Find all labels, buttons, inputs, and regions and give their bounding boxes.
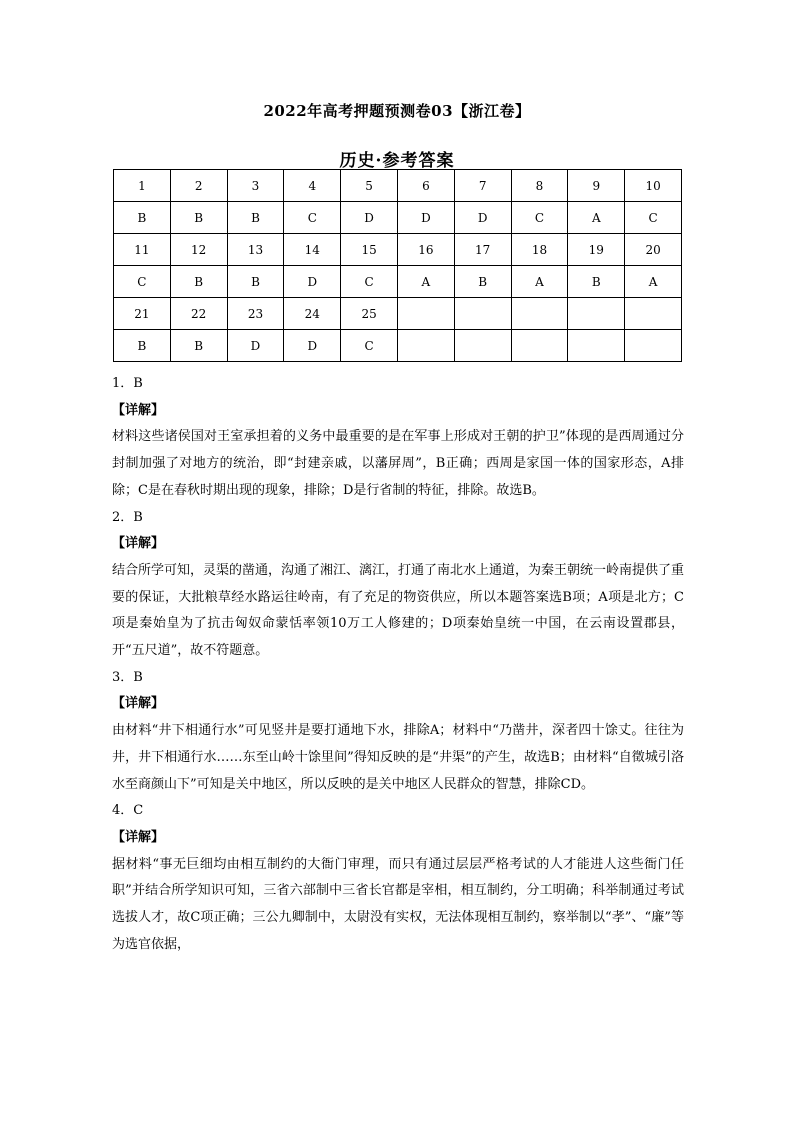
answer-table-cell: [397, 298, 454, 330]
answer-table-cell: 25: [341, 298, 398, 330]
answer-table-cell: [511, 330, 568, 362]
answer-table-cell: C: [625, 202, 682, 234]
detail-label: 【详解】: [112, 536, 165, 552]
answer-table-cell: B: [227, 266, 284, 298]
answer-table-cell: 7: [454, 170, 511, 202]
explanation-text: 材料这些诸侯国对王室承担着的义务中最重要的是在军事上形成对王朝的护卫”体现的是西周通过分封制加强了对地方的统治，即“封建亲戚，以藩屏周”，B正确；西周是家国一体的国家形态，A排除；C是在春秋时期出现的现象，排除；D是行省制的特征，排除。故选B。: [112, 429, 684, 498]
answer-table-cell: 11: [114, 234, 171, 266]
question-number: 1．B: [112, 376, 143, 391]
answer-table-row: [114, 330, 682, 362]
answer-table-cell: 13: [227, 234, 284, 266]
answer-table-cell: D: [284, 266, 341, 298]
answer-table-cell: 15: [341, 234, 398, 266]
answer-table-cell: B: [114, 202, 171, 234]
answer-table-cell: [625, 298, 682, 330]
explanation-text: 由材料“井下相通行水”可见竖井是要打通地下水，排除A；材料中“乃凿井，深者四十馀丈。往往为井，井下相通行水……东至山岭十馀里间”得知反映的是“井渠”的产生，故选B；由材料“自徵城引洛水至商颜山下”可知是关中地区，所以反映的是关中地区人民群众的智慧，排除CD。: [112, 723, 684, 792]
answer-table-cell: B: [227, 202, 284, 234]
answer-table-cell: [454, 298, 511, 330]
answer-table-cell: A: [397, 266, 454, 298]
answer-table-cell: 21: [114, 298, 171, 330]
document-subtitle: 历史·参考答案: [339, 151, 455, 171]
answer-table-cell: 6: [397, 170, 454, 202]
answer-table-cell: C: [284, 202, 341, 234]
answer-table-cell: A: [568, 202, 625, 234]
answer-table-cell: D: [341, 202, 398, 234]
document-title: 2022年高考押题预测卷03【浙江卷】: [263, 102, 531, 120]
answer-table-cell: 5: [341, 170, 398, 202]
answer-table-row: [114, 298, 682, 330]
answer-table-cell: [568, 298, 625, 330]
answer-table-cell: D: [454, 202, 511, 234]
question-number: 3．B: [112, 669, 143, 685]
answer-table-cell: C: [341, 330, 398, 362]
explanation-text: 据材料“事无巨细均由相互制约的大衙门审理，而只有通过层层严格考试的人才能进人这些衙门任职”并结合所学知识可知，三省六部制中三省长官都是宰相，相互制约，分工明确；科举制通过考试选拔人才，故C项正确；三公九卿制中，太尉没有实权，无法体现相互制约，察举制以“孝”、“廉”等为选官依据，: [112, 856, 684, 952]
answer-table-cell: 3: [227, 170, 284, 202]
answer-table-cell: 4: [284, 170, 341, 202]
answer-table-cell: A: [511, 266, 568, 298]
answer-table-cell: D: [397, 202, 454, 234]
answer-table-cell: 9: [568, 170, 625, 202]
answer-table-cell: 8: [511, 170, 568, 202]
answer-table-cell: C: [341, 266, 398, 298]
answer-table-row: [114, 234, 682, 266]
answer-table-row: [114, 202, 682, 234]
answer-table-cell: C: [511, 202, 568, 234]
answer-table-row: [114, 170, 682, 202]
explanations: [112, 371, 684, 958]
answer-table-cell: 10: [625, 170, 682, 202]
answer-table-cell: 1: [114, 170, 171, 202]
answer-table-cell: 18: [511, 234, 568, 266]
answer-table-cell: B: [454, 266, 511, 298]
answer-table-cell: 14: [284, 234, 341, 266]
answer-table-cell: B: [170, 330, 227, 362]
detail-label: 【详解】: [112, 829, 165, 845]
answer-table-cell: D: [284, 330, 341, 362]
answer-table: [113, 169, 682, 362]
answer-table-cell: C: [114, 266, 171, 298]
detail-label: 【详解】: [112, 402, 165, 418]
answer-table-cell: 22: [170, 298, 227, 330]
answer-table-cell: [454, 330, 511, 362]
answer-table-cell: 20: [625, 234, 682, 266]
answer-table-cell: 16: [397, 234, 454, 266]
answer-table-cell: 23: [227, 298, 284, 330]
answer-table-row: [114, 266, 682, 298]
answer-table-cell: B: [170, 202, 227, 234]
answer-table-cell: [511, 298, 568, 330]
answer-table-cell: [568, 330, 625, 362]
answer-table-cell: B: [114, 330, 171, 362]
question-number: 2．B: [112, 509, 143, 525]
answer-table-cell: A: [625, 266, 682, 298]
answer-table-cell: 12: [170, 234, 227, 266]
answer-table-cell: D: [227, 330, 284, 362]
answer-table-cell: 24: [284, 298, 341, 330]
explanation-text: 结合所学可知，灵渠的凿通，沟通了湘江、漓江，打通了南北水上通道，为秦王朝统一岭南提供了重要的保证，大批粮草经水路运往岭南，有了充足的物资供应，所以本题答案选B项；A项是北方；C项是秦始皇为了抗击匈奴命蒙恬率领10万工人修建的；D项秦始皇统一中国，在云南设置郡县，开“五尺道”，故不符题意。: [112, 562, 685, 659]
answer-table-cell: 2: [170, 170, 227, 202]
answer-table-cell: B: [568, 266, 625, 298]
answer-table-cell: 17: [454, 234, 511, 266]
answer-table-cell: B: [170, 266, 227, 298]
answer-table-cell: 19: [568, 234, 625, 266]
answer-table-cell: [397, 330, 454, 362]
detail-label: 【详解】: [112, 696, 165, 712]
question-number: 4．C: [112, 803, 144, 819]
answer-table-cell: [625, 330, 682, 362]
